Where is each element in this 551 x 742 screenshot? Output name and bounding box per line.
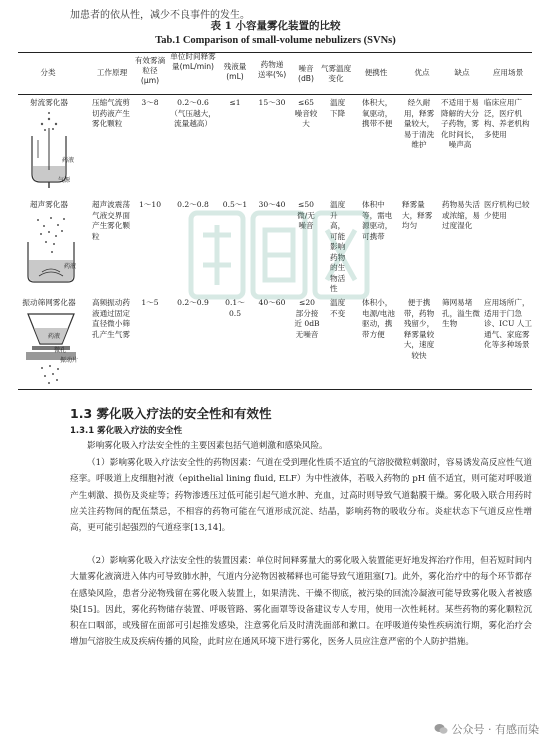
header-temp: 气雾温度变化 — [320, 64, 352, 83]
top-line: 加患者的依从性，减少不良事件的发生。 — [70, 10, 250, 21]
row2-temp: 温度升高，可能影响药物的生物活性 — [330, 200, 346, 293]
paragraph-device-factors: （2）影响雾化吸入疗法安全性的装置因素：单位时间释雾量大的雾化吸入装置能更好地发挥治疗作用，但若短时间内大量雾化液滴进入体内可导致肺水肿，气道内分泌物因被稀释也可能导致气道阻塞[7]。此外，雾化治疗中的每个环节都存在感染风险，患者分泌物残留在雾化吸入装置上，如果清洗、干燥不彻底，被污染的回流冷凝液可能导致雾化吸入者被感染[15]。因此，雾化药物储存装置、呼吸管路、雾化面罩等设备建议专人专用，使用一次性耗材。某些药物的雾化颗粒沉积在口咽部，或残留在面部可引起推发感染，注意雾化后及时清洗面部和漱口。在呼吸道传染性疾病流行期，雾化治疗会增加气溶胶生成及疾病传播的风险，此时应在通风环境下进行雾化，医务人员应注意严密的个人防护措施。 — [70, 556, 532, 648]
row1-principle: 压缩气流剪切药液产生雾化颗粒 — [92, 98, 130, 128]
mesh-nebulizer-figure — [22, 310, 80, 388]
footer-text: 公众号 · 有感而染 — [451, 723, 539, 736]
table-caption-cn: 表 1 小容量雾化装置的比较 — [210, 20, 341, 32]
row1-temp: 温度下降 — [330, 98, 346, 118]
row2-scenario: 医疗机构已较少使用 — [484, 200, 530, 220]
row3-cons: 筛网易堵孔，溢生微生物 — [442, 298, 480, 328]
row1-residual: ≤1 — [229, 98, 241, 107]
footer-account[interactable] — [434, 721, 540, 737]
row3-convenience: 体积小，电源/电池驱动，携带方便 — [362, 298, 395, 339]
row1-output: 0.2～0.6（气压越大，流量越高） — [170, 98, 216, 128]
row1-particle: 3～8 — [141, 98, 159, 107]
row1-scenario: 临床应用广泛，医疗机构、养老机构多使用 — [484, 98, 530, 139]
row3-noise: ≤20 部分接近 0dB 无噪音 — [294, 298, 320, 339]
header-output: 单位时间释雾量(mL/min) — [170, 52, 216, 71]
header-scenario: 应用场景 — [492, 68, 524, 77]
ultrasonic-nebulizer-figure — [24, 212, 78, 284]
section-heading: 1.3 雾化吸入疗法的安全性和有效性 — [70, 406, 272, 421]
row3-temp: 温度不变 — [330, 298, 346, 318]
header-residual: 残液量(mL) — [223, 62, 247, 81]
row3-particle: 1～5 — [141, 298, 159, 307]
header-rate: 药物递送率(%) — [257, 60, 287, 79]
table-top-rule — [18, 52, 532, 53]
row3-principle: 高频振动药液通过固定直径微小筛孔产生气雾 — [92, 298, 130, 339]
header-category: 分类 — [40, 68, 56, 77]
row2-particle: 1～10 — [138, 200, 162, 209]
paragraph-intro: 影响雾化吸入疗法安全性的主要因素包括气道刺激和感染风险。 — [87, 441, 328, 451]
row3-figure-label-liquid: 药液 — [48, 333, 61, 340]
row2-figure-label-liquid: 药液 — [64, 263, 77, 270]
header-convenience: 便携性 — [364, 68, 388, 77]
header-pros: 优点 — [414, 68, 430, 77]
table-caption-en: Tab.1 Comparison of small-volume nebulizers (SVNs) — [155, 35, 396, 46]
comparison-table — [18, 52, 532, 392]
row2-name: 超声雾化器 — [30, 200, 68, 209]
row3-figure-label-plate: 振动片 — [60, 357, 79, 364]
row3-name: 振动筛网雾化器 — [22, 298, 76, 307]
row2-noise: ≤50 微/无噪音 — [297, 200, 315, 230]
row2-pros: 释雾量大，释雾均匀 — [402, 200, 433, 230]
header-cons: 缺点 — [454, 68, 470, 77]
header-particle: 有效雾滴粒径(μm) — [134, 56, 166, 85]
row3-pros: 便于携带，药物残留少，释雾量较大，速度较快 — [403, 298, 435, 360]
row1-noise: ≤65 噪音较大 — [294, 98, 318, 128]
row2-principle: 超声波震荡气液交界面产生雾化颗粒 — [92, 200, 130, 241]
row1-figure-label-gas: 气源 — [58, 177, 71, 184]
header-noise: 噪音(dB) — [298, 64, 314, 83]
wechat-icon — [434, 723, 448, 735]
paragraph-drug-factors: （1）影响雾化吸入疗法安全性的药物因素：气道在受到理化性质不适宜的气溶胶微粒刺激时，容易诱发高反应性气道痉挛。呼吸道上皮细胞衬液（epithelial lining fluid, ELF）为中性液体，若吸入药物的 pH 值不适宜，则可能对呼吸道产生刺激、损伤及炎症等；药物渗透压过低可能引起气道水肿、充血，过高时则导致气道黏膜干燥。雾化吸入联合用药时应关注药物间的配伍禁忌，不相容的药物可能在气道形成沉淀、结晶，影响药物的吸收分布。炎症状态下气道反应性增高，更可能引起强烈的气道痉挛[13,14]。 — [70, 458, 532, 534]
row1-cons: 不适用于易降解的大分子药物，雾化时间长，噪声高 — [441, 98, 479, 149]
table-bottom-rule — [18, 389, 532, 390]
row3-rate: 40～60 — [258, 298, 286, 307]
table-header-rule — [18, 94, 532, 95]
row2-convenience: 体积中等，需电源驱动，可携带 — [362, 200, 393, 241]
row1-convenience: 体积大，氧驱动，携带不便 — [362, 98, 393, 128]
row2-cons: 药物易失活或浓缩，易过度湿化 — [442, 200, 480, 230]
row3-output: 0.2～0.9 — [177, 298, 209, 307]
row1-name: 射流雾化器 — [30, 98, 68, 107]
header-principle: 工作原理 — [96, 68, 128, 77]
row2-residual: 0.5～1 — [222, 200, 248, 209]
row3-figure-label-pores: 微孔 — [54, 347, 67, 354]
subsection-heading: 1.3.1 雾化吸入疗法的安全性 — [70, 426, 183, 436]
row2-output: 0.2～0.8 — [177, 200, 209, 209]
row3-scenario: 应用场所广，适用于门急诊、ICU 人工通气、家庭雾化等多种场景 — [484, 298, 532, 349]
row1-pros: 经久耐用，释雾量较大，易于清洗维护 — [403, 98, 435, 149]
row1-rate: 15～30 — [258, 98, 286, 107]
row2-rate: 30～40 — [258, 200, 286, 209]
row1-figure-label-liquid: 药液 — [62, 157, 75, 164]
row3-residual: 0.1～0.5 — [225, 298, 245, 318]
